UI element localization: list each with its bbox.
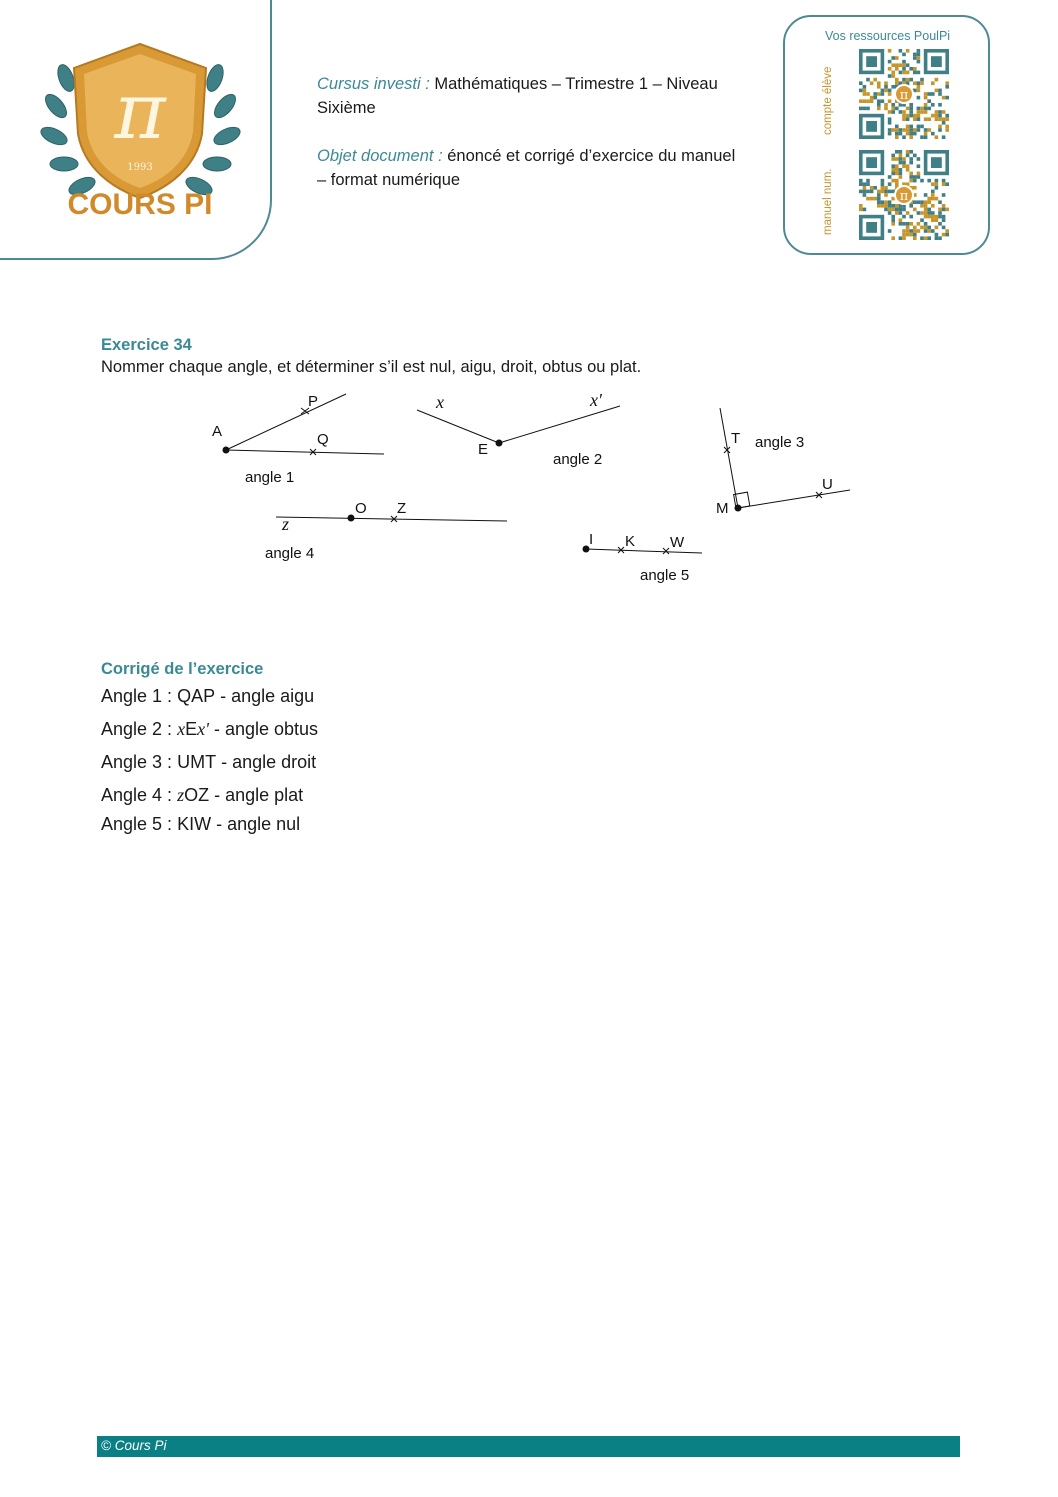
caption-angle-5: angle 5 <box>640 567 690 584</box>
copyright: © Cours Pi <box>101 1438 167 1453</box>
point-e <box>496 440 502 446</box>
logo-year: 1993 <box>127 162 153 173</box>
digital-manual-label: manuel num. <box>822 168 834 235</box>
answer-1 <box>101 686 314 707</box>
mark-w <box>663 548 669 554</box>
label-w: W <box>670 534 685 551</box>
label-z-lower: z <box>282 514 290 534</box>
answer-label: Angle 1 : <box>101 686 173 706</box>
label-i: I <box>589 531 594 548</box>
caption-angle-1: angle 1 <box>245 469 295 486</box>
exercise-statement: Nommer chaque angle, et déterminer s’il est nul, aigu, droit, obtus ou plat. <box>101 358 642 376</box>
correction-title: Corrigé de l’exercice <box>101 660 264 678</box>
label-e: E <box>478 441 489 458</box>
object-info <box>317 144 747 192</box>
svg-text:π: π <box>899 189 909 204</box>
logo-text: COURS PI <box>67 188 213 221</box>
angle-type: - angle nul <box>216 814 301 834</box>
angle-type: - angle droit <box>221 752 317 772</box>
caption-angle-2: angle 2 <box>553 451 603 468</box>
course-label: Cursus investi : <box>317 75 430 93</box>
resources-box <box>783 15 990 255</box>
student-account-label: compte élève <box>822 66 834 135</box>
caption-angle-3: angle 3 <box>755 434 805 451</box>
answer-label: Angle 2 : <box>101 719 173 739</box>
qr-code-digital-manual[interactable] <box>859 150 949 240</box>
answer-label: Angle 3 : <box>101 752 173 772</box>
angle-name: UMT <box>177 752 217 772</box>
answer-label: Angle 5 : <box>101 814 173 834</box>
answer-5 <box>101 814 300 835</box>
answer-2 <box>101 719 318 740</box>
footer-bar <box>97 1436 960 1457</box>
angle-type: - angle aigu <box>220 686 315 706</box>
point-m <box>735 505 741 511</box>
label-x-prime: x′ <box>590 390 602 410</box>
label-o: O <box>355 500 367 517</box>
angle-name: xEx' <box>177 719 209 739</box>
angle-type: - angle obtus <box>213 719 319 739</box>
label-a: A <box>212 423 223 440</box>
angles-figure <box>200 388 860 598</box>
label-q: Q <box>317 431 329 448</box>
label-m: M <box>716 500 729 517</box>
qr-code-student-account[interactable] <box>859 49 949 139</box>
label-z-upper: Z <box>397 500 407 517</box>
angle-name: KIW <box>177 814 212 834</box>
label-u: U <box>822 476 833 493</box>
exercise-title: Exercice 34 <box>101 336 192 354</box>
label-k: K <box>625 533 636 550</box>
object-value: énoncé et corrigé d’exercice du manuel – format numérique <box>317 147 736 189</box>
point-o <box>348 515 354 521</box>
point-a <box>223 447 229 453</box>
answer-label: Angle 4 : <box>101 785 173 805</box>
document-info <box>317 72 747 216</box>
label-p: P <box>308 393 319 410</box>
answer-4 <box>101 785 303 806</box>
svg-text:π: π <box>899 88 909 103</box>
course-info <box>317 72 747 120</box>
label-t: T <box>731 430 741 447</box>
answer-3 <box>101 752 316 773</box>
angle-type: - angle plat <box>214 785 304 805</box>
caption-angle-4: angle 4 <box>265 545 315 562</box>
course-value: Mathématiques – Trimestre 1 – Niveau Sixième <box>317 75 718 117</box>
label-x: x <box>436 392 444 412</box>
angle-name: QAP <box>177 686 216 706</box>
cours-pi-logo <box>38 38 243 223</box>
object-label: Objet document : <box>317 147 443 165</box>
angle-name: zOZ <box>177 785 210 805</box>
svg-text:π: π <box>114 67 166 157</box>
resources-title: Vos ressources PoulPi <box>825 29 951 43</box>
